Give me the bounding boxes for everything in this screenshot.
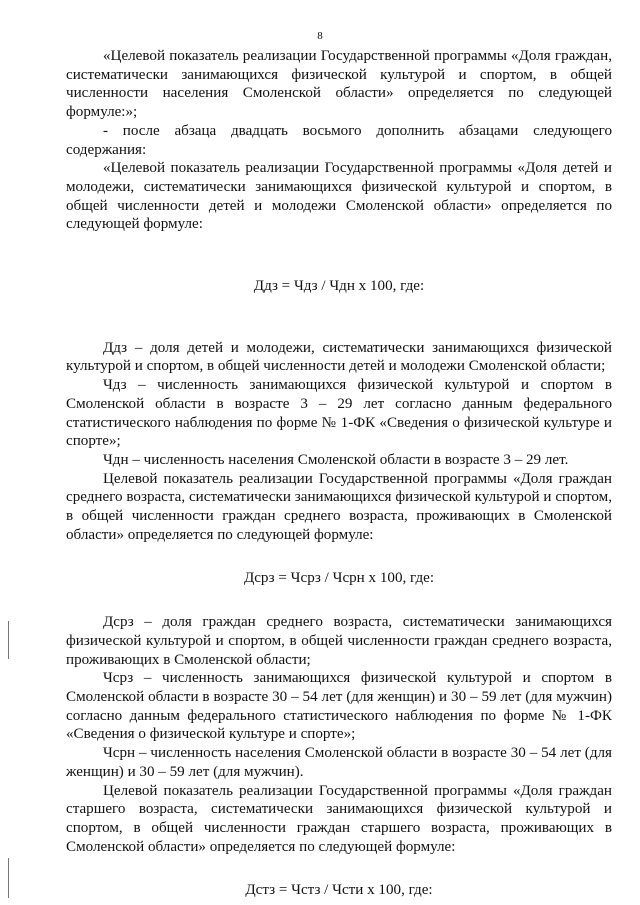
formula: Дстз = Чстз / Чсти x 100, где: <box>245 882 433 899</box>
paragraph: Дсрз – доля граждан среднего возраста, систематически занимающихся физической культурой и спортом, в общей численности граждан среднего возраста, проживающих в Смоленской области; <box>66 614 612 668</box>
paragraph: «Целевой показатель реализации Государственной программы «Доля детей и молодежи, систематически занимающихся физической культурой и спортом, в общей численности детей и молодежи Смоленской области» определяется по следующей формуле: <box>66 160 612 233</box>
formula: Дсрз = Чсрз / Чсрн x 100, где: <box>243 570 435 587</box>
paragraph: Чдз – численность занимающихся физической культурой и спортом в Смоленской области в возрасте 3 – 29 лет согласно данным федерального статистического наблюдения по форме № 1-ФК «Сведения о физической культуре и спорте»; <box>66 377 612 450</box>
paragraph: Ддз – доля детей и молодежи, систематически занимающихся физической культурой и спортом, в общей численности детей и молодежи Смоленской области; <box>66 339 612 375</box>
document-body <box>66 47 612 900</box>
page-number: 8 <box>317 30 323 42</box>
margin-line <box>8 621 9 659</box>
margin-line <box>8 858 9 898</box>
paragraph: Целевой показатель реализации Государственной программы «Доля граждан старшего возраста, систематически занимающихся физической культурой и спортом, в общей численности граждан старшего возраста, проживающих в Смоленской области» определяется по следующей формуле: <box>66 782 612 855</box>
formula: Ддз = Чдз / Чдн x 100, где: <box>253 278 425 295</box>
paragraph: Чдн – численность населения Смоленской области в возрасте 3 – 29 лет. <box>103 451 569 468</box>
paragraph: Чсрз – численность занимающихся физической культурой и спортом в Смоленской области в возрасте 30 – 54 лет (для женщин) и 30 – 59 лет (для мужчин) согласно данным федерального статистического наблюдения по форме № 1-ФК «Сведения о физической культуре и спорте»; <box>66 670 612 743</box>
paragraph: Целевой показатель реализации Государственной программы «Доля граждан среднего возраста, систематически занимающихся физической культурой и спортом, в общей численности граждан среднего возраста, проживающих в Смоленской области» определяется по следующей формуле: <box>66 470 612 543</box>
paragraph: - после абзаца двадцать восьмого дополнить абзацами следующего содержания: <box>66 122 612 158</box>
paragraph: «Целевой показатель реализации Государственной программы «Доля граждан, систематически занимающихся физической культурой и спортом, в общей численности населения Смоленской области» определяется по следующей формуле:»; <box>66 48 612 121</box>
paragraph: Чсрн – численность населения Смоленской области в возрасте 30 – 54 лет (для женщин) и 30 – 59 лет (для мужчин). <box>66 745 612 780</box>
